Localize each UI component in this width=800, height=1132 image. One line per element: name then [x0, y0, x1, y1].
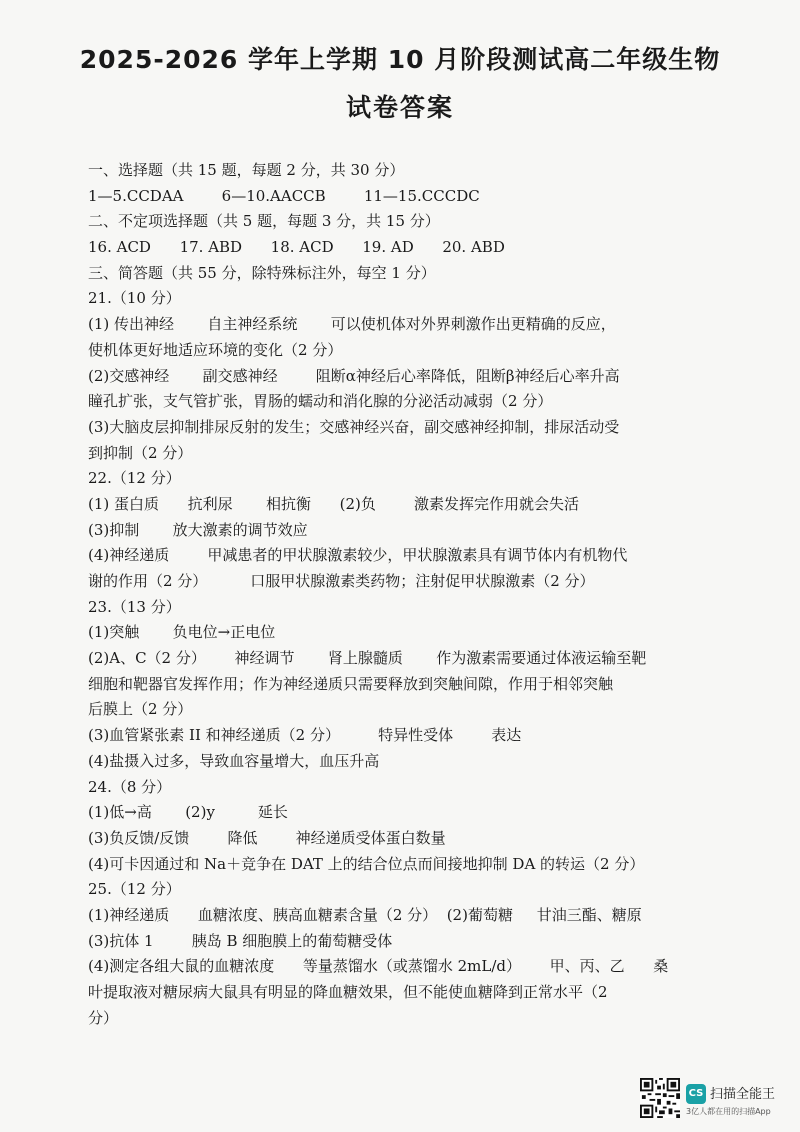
answer-line: 23.（13 分） [88, 597, 181, 616]
answer-line: 16. ACD 17. ABD 18. ACD 19. AD 20. ABD [88, 238, 505, 257]
answer-line: 后膜上（2 分） [88, 700, 193, 719]
answer-line: (4)测定各组大鼠的血糖浓度 等量蒸馏水（或蒸馏水 2mL/d） 甲、丙、乙 桑 [88, 957, 669, 976]
answer-line: (3)血管紧张素 II 和神经递质（2 分） 特异性受体 表达 [88, 726, 522, 745]
answer-line: 24.（8 分） [88, 777, 172, 796]
answer-line: 1—5.CCDAA 6—10.AACCB 11—15.CCCDC [88, 186, 480, 205]
answer-line: (3)抑制 放大激素的调节效应 [88, 520, 308, 539]
answer-line: (1)突触 负电位→正电位 [88, 623, 276, 642]
answer-line: 二、不定项选择题（共 5 题，每题 3 分，共 15 分） [88, 212, 440, 231]
scanner-watermark [640, 1078, 790, 1122]
answer-line: 叶提取液对糖尿病大鼠具有明显的降血糖效果，但不能使血糖降到正常水平（2 [88, 983, 608, 1001]
answer-line: 到抑制（2 分） [88, 443, 193, 462]
answer-line: 一、选择题（共 15 题，每题 2 分，共 30 分） [88, 161, 405, 179]
answer-line: 22.（12 分） [88, 469, 181, 488]
scanner-tagline: 3亿人都在用的扫描App [686, 1107, 771, 1116]
answer-line: (1) 蛋白质 抗利尿 相抗衡 (2)负 激素发挥完作用就会失活 [88, 494, 580, 513]
answer-line: (2)A、C（2 分） 神经调节 肾上腺髓质 作为激素需要通过体液运输至靶 [88, 649, 647, 668]
document-title: 2025-2026 学年上学期 10 月阶段测试高二年级生物 [79, 45, 721, 74]
scanner-app-name: 扫描全能王 [710, 1087, 776, 1102]
answer-line: 瞳孔扩张，支气管扩张，胃肠的蠕动和消化腺的分泌活动减弱（2 分） [88, 392, 553, 411]
answer-line: 21.（10 分） [88, 289, 181, 308]
answer-line: (1)神经递质 血糖浓度、胰高血糖素含量（2 分） (2)葡萄糖 甘油三酯、糖原 [88, 905, 642, 924]
answer-line: (4)神经递质 甲减患者的甲状腺激素较少，甲状腺激素具有调节体内有机物代 [88, 546, 628, 565]
answer-line: (2)交感神经 副交感神经 阻断α神经后心率降低，阻断β神经后心率升高 [88, 366, 620, 385]
answer-line: 使机体更好地适应环境的变化（2 分） [88, 340, 343, 359]
answer-line: 25.（12 分） [88, 880, 181, 899]
document-subtitle: 试卷答案 [345, 93, 454, 122]
answer-line: 三、简答题（共 55 分，除特殊标注外，每空 1 分） [88, 263, 436, 282]
qr-code-icon [640, 1078, 680, 1118]
answer-line: (1) 传出神经 自主神经系统 可以使机体对外界刺激作出更精确的反应， [88, 315, 616, 334]
answer-line: (3)抗体 1 胰岛 B 细胞膜上的葡萄糖受体 [88, 931, 393, 950]
camscanner-logo-icon: CS [686, 1084, 706, 1104]
answer-line: (4)盐摄入过多，导致血容量增大，血压升高 [88, 751, 380, 770]
answer-line: 细胞和靶器官发挥作用；作为神经递质只需要释放到突触间隙，作用于相邻突触 [88, 674, 614, 693]
answer-body [88, 158, 708, 1031]
answer-line: 分） [88, 1008, 119, 1027]
answer-line: (3)大脑皮层抑制排尿反射的发生；交感神经兴奋，副交感神经抑制，排尿活动受 [88, 417, 620, 436]
answer-line: (4)可卡因通过和 Na＋竞争在 DAT 上的结合位点而间接地抑制 DA 的转运（2 分） [88, 854, 645, 873]
answer-line: 谢的作用（2 分） 口服甲状腺激素类药物；注射促甲状腺激素（2 分） [88, 572, 595, 590]
answer-line: (3)负反馈/反馈 降低 神经递质受体蛋白数量 [88, 828, 446, 847]
answer-line: (1)低→高 (2)y 延长 [88, 803, 288, 822]
